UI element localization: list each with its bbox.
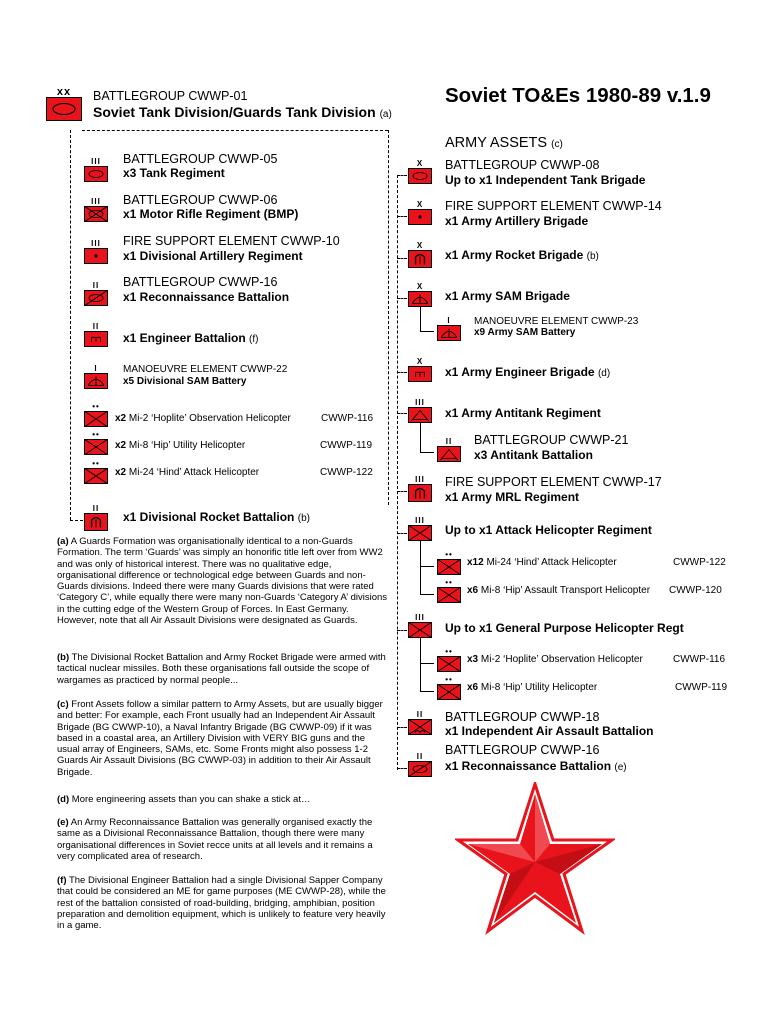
unit-hdr-3: BATTLEGROUP CWWP-16 xyxy=(123,275,278,289)
heli-name: Mi-24 ‘Hind’ Attack Helicopter xyxy=(486,557,617,568)
division-ref: (a) xyxy=(379,109,392,120)
unit-sub-0: x3 Tank Regiment xyxy=(123,166,225,180)
army-sub-tank: Up to x1 Independent Tank Brigade xyxy=(445,173,646,187)
unit-hdr-2: FIRE SUPPORT ELEMENT CWWP-10 xyxy=(123,234,340,248)
rocket-icon xyxy=(409,485,431,501)
mech-infantry-icon xyxy=(85,207,107,221)
note-text: The Divisional Engineer Battalion had a single Divisional Sapper Company that could be considered an ME for game purposes (ME CWWP-28), while the rest of the battalion consisted of road-building, bridging, amphibian, position preparation and demolition equipment, which is unlikely to feature very heavily in a game. xyxy=(57,875,386,932)
recon-icon xyxy=(85,291,107,305)
division-name-text: Soviet Tank Division/Guards Tank Division xyxy=(93,104,376,120)
army-heli-code-0: CWWP-122 xyxy=(673,557,726,568)
division-battlegroup: BATTLEGROUP CWWP-01 xyxy=(93,89,248,103)
army-sub-antitank-bn: x3 Antitank Battalion xyxy=(474,448,593,462)
artillery-icon xyxy=(409,210,431,224)
army-symbol-sam-battery xyxy=(437,316,461,341)
army-sub-engineer-text: x1 Army Engineer Brigade xyxy=(445,365,595,379)
echelon-III: III xyxy=(91,157,101,166)
echelon-II: II xyxy=(92,281,100,290)
helicopter-icon xyxy=(438,685,460,699)
army-hdr-air-assault: BATTLEGROUP CWWP-18 xyxy=(445,710,600,724)
antitank-icon xyxy=(438,447,460,461)
heli-name: Mi-8 ‘Hip’ Assault Transport Helicopter xyxy=(480,585,651,596)
army-symbol-engineer-brigade xyxy=(408,357,432,382)
division-symbol xyxy=(46,86,82,121)
note-text: Front Assets follow a similar pattern to Army Assets, but are usually bigger and better: For example, each Front usually had an Independent Air Assault Brigade (BG CWWP-10), a Naval Infantry Brigade (BG CWWP-09) if it was based in a coastal area, an Artillery Division with VERY BIG guns and the usual array of Engineers, SAMs, etc. Some Fronts might also possess 1-2 Guards Air Assault Divisions (BG CWWP-03) in addition to their Air Assault Brigade. xyxy=(57,699,383,778)
helicopter-icon xyxy=(85,412,107,426)
helicopter-icon xyxy=(438,588,460,602)
echelon-III: III xyxy=(415,475,425,484)
army-gp-heli-code-1: CWWP-119 xyxy=(675,682,728,693)
army-symbol-attack-heli-regiment xyxy=(408,516,432,541)
helicopter-icon xyxy=(438,657,460,671)
rocket-icon xyxy=(85,514,107,530)
red-star-icon xyxy=(455,782,615,940)
echelon-I: I xyxy=(447,316,451,325)
note-tag: (d) xyxy=(57,794,70,805)
army-assets-title xyxy=(445,135,563,151)
helicopter-icon xyxy=(85,440,107,454)
helicopter-icon xyxy=(438,560,460,574)
army-hdr-recon: BATTLEGROUP CWWP-16 xyxy=(445,743,600,757)
heli-row-2 xyxy=(115,467,259,479)
army-symbol-recon xyxy=(408,752,432,777)
unit-hdr-0: BATTLEGROUP CWWP-05 xyxy=(123,152,278,166)
note-tag: (c) xyxy=(57,699,69,710)
echelon-II: II xyxy=(445,437,453,446)
sam-icon xyxy=(409,292,431,306)
army-hdr-mrl: FIRE SUPPORT ELEMENT CWWP-17 xyxy=(445,475,662,489)
unit-symbol-rocket-battalion xyxy=(84,504,108,531)
note-text: An Army Reconnaissance Battalion was generally organised exactly the same as a Divisional Reconnaissance Battalion, though there were many organisational differences in Soviet recce units at all levels and it remains a very complicated area of research. xyxy=(57,817,373,862)
note-tag: (e) xyxy=(57,817,69,828)
unit-sub-3: x1 Reconnaissance Battalion xyxy=(123,290,290,304)
army-hdr-artillery: FIRE SUPPORT ELEMENT CWWP-14 xyxy=(445,199,662,213)
unit-symbol-artillery xyxy=(84,239,108,264)
army-ref-engineer: (d) xyxy=(597,368,611,379)
army-ref-recon: (e) xyxy=(614,762,627,773)
army-sub-sam-battery: x9 Army SAM Battery xyxy=(474,327,576,338)
echelon-III: III xyxy=(91,239,101,248)
heli-qty: x6 xyxy=(467,682,479,693)
echelon-X: X xyxy=(416,241,424,250)
note-tag: (a) xyxy=(57,536,69,547)
heli-symbol-1 xyxy=(84,430,108,455)
unit-symbol-sam xyxy=(84,364,108,389)
echelon-II: II xyxy=(416,710,424,719)
heli-qty: x2 xyxy=(115,440,127,451)
echelon-II: II xyxy=(416,752,424,761)
tank-icon xyxy=(409,169,431,183)
tank-icon xyxy=(47,98,81,120)
echelon-X: X xyxy=(416,357,424,366)
unit-sub-4 xyxy=(123,331,259,347)
army-symbol-air-assault xyxy=(408,710,432,735)
heli-qty: x12 xyxy=(467,557,484,568)
heli-name: Mi-24 ‘Hind’ Attack Helicopter xyxy=(128,467,260,478)
army-symbol-tank-brigade xyxy=(408,159,432,184)
army-sub-engineer xyxy=(445,365,610,381)
army-symbol-gp-heli-regiment xyxy=(408,613,432,638)
echelon-III: III xyxy=(415,613,425,622)
heli-qty: x3 xyxy=(467,654,479,665)
helicopter-icon xyxy=(409,526,431,540)
unit-hdr-1: BATTLEGROUP CWWP-06 xyxy=(123,193,278,207)
unit-sub-4-text: x1 Engineer Battalion xyxy=(123,331,246,345)
army-sub-sam: x1 Army SAM Brigade xyxy=(445,289,570,303)
army-hdr-tank: BATTLEGROUP CWWP-08 xyxy=(445,158,600,172)
army-heli-row-1 xyxy=(467,585,650,597)
army-gp-heli-code-0: CWWP-116 xyxy=(673,654,726,665)
echelon-heli: •• xyxy=(445,675,453,684)
unit-sub-5: x5 Divisional SAM Battery xyxy=(123,376,247,387)
rocket-battalion-label xyxy=(123,510,310,526)
heli-code-0: CWWP-116 xyxy=(321,413,374,424)
army-sub-mrl: x1 Army MRL Regiment xyxy=(445,490,580,504)
helicopter-icon xyxy=(85,469,107,483)
division-name xyxy=(93,104,392,120)
echelon-heli: •• xyxy=(445,550,453,559)
echelon-III: III xyxy=(415,516,425,525)
heli-name: Mi-8 ‘Hip’ Utility Helicopter xyxy=(128,440,246,451)
echelon-heli: •• xyxy=(445,578,453,587)
sam-icon xyxy=(438,326,460,340)
army-symbol-rocket-brigade xyxy=(408,241,432,268)
heli-name: Mi-8 ‘Hip’ Utility Helicopter xyxy=(480,682,598,693)
army-symbol-artillery-brigade xyxy=(408,200,432,225)
note-text: A Guards Formation was organisationally identical to a non-Guards Formation. The term ‘Guards’ was simply an honorific title left over from WW2 and was only of historical interest. There was no qualitative edge, organisational difference or technological edge between Guards and non-Guards divisions. Indeed there were many Guards divisions that were rated ‘Category C’, while equally there were many non-Guards ‘Category A’ divisions in the cutting edge of the Western Group of Forces. In East Germany. However, note that all Air Assault Divisions were designated as Guards. xyxy=(57,536,388,627)
army-heli-symbol-0 xyxy=(437,550,461,575)
heli-symbol-2 xyxy=(84,459,108,484)
heli-code-1: CWWP-119 xyxy=(320,440,373,451)
echelon-I: I xyxy=(94,364,98,373)
note-tag: (f) xyxy=(57,875,67,886)
army-sub-rocket xyxy=(445,248,599,264)
army-sub-gp-heli: Up to x1 General Purpose Helicopter Regt xyxy=(445,621,684,635)
antitank-icon xyxy=(409,408,431,422)
army-sub-rocket-text: x1 Army Rocket Brigade xyxy=(445,248,584,262)
army-hdr-sam-battery: MANOEUVRE ELEMENT CWWP-23 xyxy=(474,316,639,327)
heli-row-0 xyxy=(115,413,291,425)
note-text: More engineering assets than you can shake a stick at… xyxy=(69,794,311,805)
heli-qty: x2 xyxy=(115,467,127,478)
army-symbol-antitank-battalion xyxy=(437,437,461,462)
rocket-icon xyxy=(409,251,431,267)
army-assets-ref: (c) xyxy=(551,139,563,150)
division-echelon: xx xyxy=(56,86,72,98)
unit-symbol-engineer xyxy=(84,322,108,347)
army-symbol-antitank-regiment xyxy=(408,398,432,423)
heli-row-1 xyxy=(115,440,245,452)
unit-symbol-motor-rifle xyxy=(84,197,108,222)
note-d xyxy=(57,794,387,805)
echelon-X: X xyxy=(416,159,424,168)
echelon-heli: •• xyxy=(92,402,100,411)
note-c xyxy=(57,699,387,778)
army-sub-recon-text: x1 Reconnaissance Battalion xyxy=(445,759,612,773)
army-symbol-sam-brigade xyxy=(408,282,432,307)
recon-icon xyxy=(409,762,431,776)
note-tag: (b) xyxy=(57,652,70,663)
unit-hdr-5: MANOEUVRE ELEMENT CWWP-22 xyxy=(123,364,288,375)
army-sub-attack-heli: Up to x1 Attack Helicopter Regiment xyxy=(445,523,652,537)
note-f xyxy=(57,875,387,931)
air-assault-icon xyxy=(409,720,431,734)
note-a xyxy=(57,536,387,626)
unit-sub-2: x1 Divisional Artillery Regiment xyxy=(123,249,303,263)
artillery-icon xyxy=(85,249,107,263)
sam-icon xyxy=(85,374,107,388)
unit-symbol-tank-regiment xyxy=(84,157,108,182)
heli-code-2: CWWP-122 xyxy=(320,467,373,478)
army-sub-air-assault: x1 Independent Air Assault Battalion xyxy=(445,724,654,738)
army-gp-heli-row-1 xyxy=(467,682,597,694)
army-gp-heli-row-0 xyxy=(467,654,643,666)
echelon-II: II xyxy=(92,322,100,331)
echelon-heli: •• xyxy=(445,647,453,656)
army-heli-symbol-1 xyxy=(437,578,461,603)
army-sub-antitank: x1 Army Antitank Regiment xyxy=(445,406,601,420)
echelon-III: III xyxy=(415,398,425,407)
rocket-battalion-ref: (b) xyxy=(297,513,310,524)
army-assets-title-text: ARMY ASSETS xyxy=(445,135,548,151)
unit-symbol-recon xyxy=(84,281,108,306)
army-heli-row-0 xyxy=(467,557,617,569)
echelon-III: III xyxy=(91,197,101,206)
note-b xyxy=(57,652,387,686)
army-heli-code-1: CWWP-120 xyxy=(669,585,722,596)
heli-name: Mi-2 ‘Hoplite’ Observation Helicopter xyxy=(128,413,291,424)
echelon-heli: •• xyxy=(92,430,100,439)
page-title: Soviet TO&Es 1980-89 v.1.9 xyxy=(445,84,711,107)
army-sub-artillery: x1 Army Artillery Brigade xyxy=(445,214,589,228)
army-symbol-mrl-regiment xyxy=(408,475,432,502)
army-ref-rocket: (b) xyxy=(586,251,599,262)
unit-sub-1: x1 Motor Rifle Regiment (BMP) xyxy=(123,207,299,221)
note-text: The Divisional Rocket Battalion and Army Rocket Brigade were armed with tactical nuclear missiles. Both these organisations fall outside the scope of wargames as practiced by normal people... xyxy=(57,652,386,686)
heli-symbol-0 xyxy=(84,402,108,427)
heli-qty: x6 xyxy=(467,585,479,596)
echelon-X: X xyxy=(416,200,424,209)
helicopter-icon xyxy=(409,623,431,637)
note-e xyxy=(57,817,387,862)
army-gp-heli-symbol-0 xyxy=(437,647,461,672)
army-hdr-antitank-bn: BATTLEGROUP CWWP-21 xyxy=(474,433,629,447)
army-gp-heli-symbol-1 xyxy=(437,675,461,700)
heli-qty: x2 xyxy=(115,413,127,424)
engineer-icon xyxy=(85,332,107,346)
unit-ref-4: (f) xyxy=(249,334,259,345)
engineer-icon xyxy=(409,367,431,381)
echelon-II: II xyxy=(92,504,100,513)
army-sub-recon xyxy=(445,759,627,775)
echelon-X: X xyxy=(416,282,424,291)
tank-icon xyxy=(85,167,107,181)
echelon-heli: •• xyxy=(92,459,100,468)
rocket-battalion-text: x1 Divisional Rocket Battalion xyxy=(123,510,295,524)
heli-name: Mi-2 ‘Hoplite’ Observation Helicopter xyxy=(480,654,643,665)
